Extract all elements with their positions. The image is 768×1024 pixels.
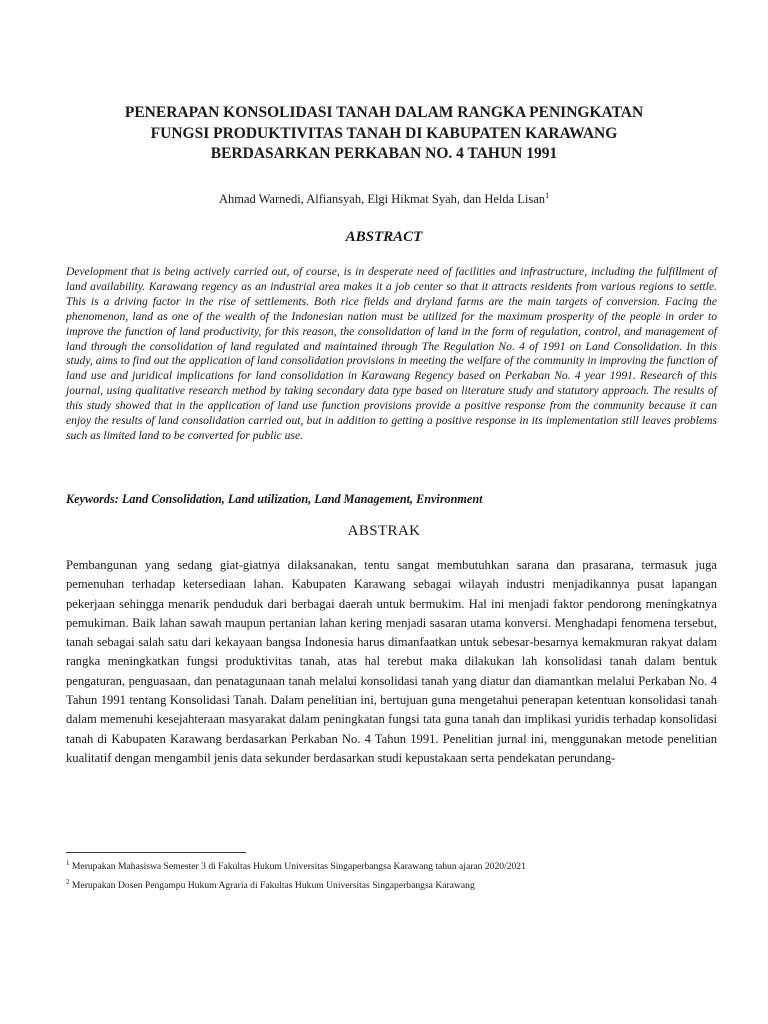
- footnote-2: [66, 875, 717, 894]
- footnote-1-text: Merupakan Mahasiswa Semester 3 di Fakultas Hukum Universitas Singaperbangsa Karawang tahun ajaran 2020/2021: [71, 861, 526, 873]
- author-names: Ahmad Warnedi, Alfiansyah, Elgi Hikmat Syah, dan Helda Lisan: [218, 192, 546, 207]
- abstract-heading: ABSTRACT: [345, 229, 423, 245]
- footnote-1-mark: 1: [66, 859, 70, 867]
- abstrak-body: Pembangunan yang sedang giat-giatnya dilaksanakan, tentu sangat membutuhkan sarana dan prasarana, termasuk juga pemenuhan terhadap ketersediaan lahan. Kabupaten Karawang sebagai wilayah industri menjadikannya pusat lapangan pekerjaan sehingga menarik penduduk dari berbagai daerah untuk bermukim. Hal ini menjadi faktor pendorong meningkatnya pemukiman. Baik lahan sawah maupun pertanian lahan kering menjadi sasaran utama konversi. Menghadapi fenomena tersebut, tanah sebagai salah satu dari kekayaan bangsa Indonesia harus dimanfaatkan untuk sebesar-besarnya kemakmuran rakyat dalam rangka meningkatkan fungsi produktivitas tanah, atas hal terebut maka dilakukan lah konsolidasi tanah dalam bentuk pengaturan, penguasaan, dan penatagunaan tanah melalui konsolidasi tanah yang diatur dan diamantkan melalui Perkaban No. 4 Tahun 1991 tentang Konsolidasi Tanah. Dalam penelitian ini, bertujuan guna mengetahui penerapan ketentuan konsolidasi tanah dalam memenuhi kesejahteraan masyarakat dalam peningkatan fungsi tata guna tanah dan implikasi yuridis terhadap konsolidasi tanah di Kabupaten Karawang berdasarkan Perkaban No. 4 Tahun 1991. Penelitian jurnal ini, menggunakan metode penelitian kualitatif dengan mengambil jenis data sekunder berdasarkan studi kepustakaan serta pendekatan perundang-: [66, 558, 717, 765]
- footnote-1: [66, 856, 717, 875]
- title-line-3: BERDASARKAN PERKABAN NO. 4 TAHUN 1991: [210, 145, 558, 162]
- title-line-1: PENERAPAN KONSOLIDASI TANAH DALAM RANGKA PENINGKATAN: [124, 104, 644, 121]
- author-list: [66, 191, 702, 207]
- abstract-body: Development that is being actively carried out, of course, is in desperate need of facilities and infrastructure, including the fulfillment of land availability. Karawang regency as an industrial area makes it a job center so that it attracts residents from various regions to settle. This is a driving factor in the rise of settlements. Both rice fields and dryland farms are the main targets of conversion. Facing the phenomenon, land as one of the wealth of the Indonesian nation must be utilized for the maximum prosperity of the people in order to improve the function of land productivity, for this reason, the consolidation of land in the form of regulation, control, and management of land through the consolidation of land regulated and maintained through The Regulation No. 4 of 1991 on Land Consolidation. In this study, aims to find out the application of land consolidation provisions in meeting the welfare of the community in improving the function of land use and juridical implications for land consolidation in Karawang Regency based on Perkaban No. 4 year 1991. Research of this journal, using qualitative research method by taking secondary data type based on literature study and statutory approach. The results of this study showed that in the application of land use function provisions provide a positive response from the community because it can enjoy the results of land consolidation carried out, but in addition to getting a positive response in its implementation still leaves problems such as limited land to be converted for public use.: [66, 265, 717, 442]
- keywords-line: Keywords: Land Consolidation, Land utilization, Land Management, Environment: [66, 492, 483, 506]
- title-line-2: FUNGSI PRODUKTIVITAS TANAH DI KABUPATEN KARAWANG: [150, 124, 618, 142]
- footnote-divider: [66, 852, 246, 853]
- footnotes: [66, 856, 717, 893]
- paper-title: [66, 103, 702, 165]
- footnote-2-mark: 2: [66, 877, 70, 886]
- abstrak-heading: ABSTRAK: [347, 523, 421, 539]
- footnote-2-text: Merupakan Dosen Pengampu Hukum Agraria di Fakultas Hukum Universitas Singaperbangsa Karawang: [71, 879, 475, 891]
- author-footnote-mark: 1: [545, 191, 550, 200]
